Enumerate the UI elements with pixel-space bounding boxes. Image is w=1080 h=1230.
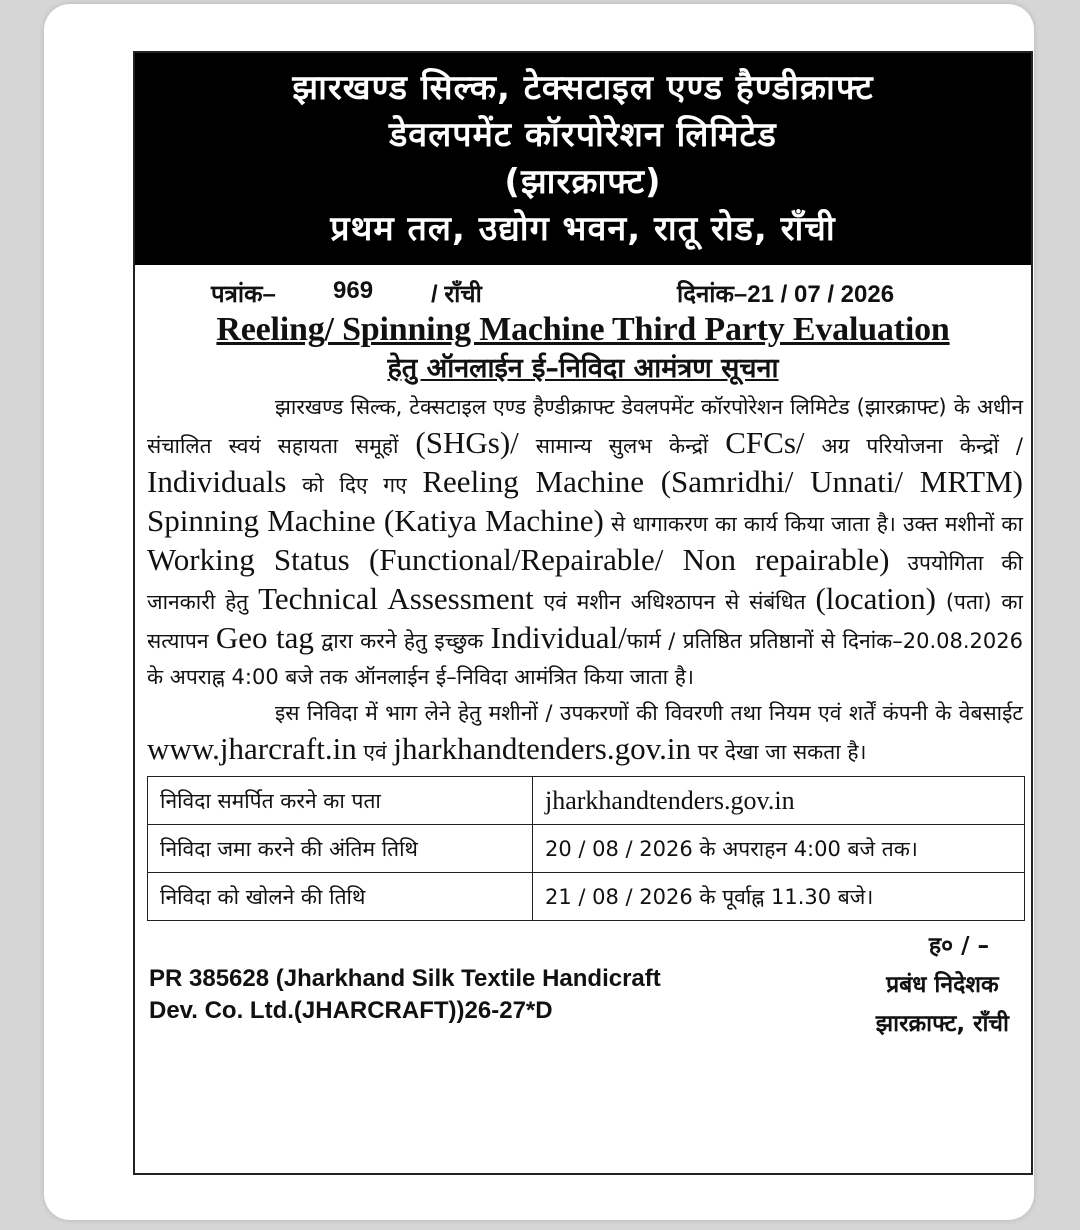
patrank-place: / राँची [431,281,482,308]
table-row [148,873,1025,921]
p2-text: पर देखा जा सकता है। [690,740,867,764]
paragraph-1 [147,389,1023,695]
title-english: Reeling/ Spinning Machine Third Party Evaluation [216,311,950,348]
title-hindi: हेतु ऑनलाईन ई–निविदा आमंत्रण सूचना [387,353,779,384]
signature-block [876,927,1009,1044]
p2-text: इस निविदा में भाग लेने हेतु मशीनों / उपकरणों की विवरणी तथा नियम एवं शर्तें कंपनी के वेबसाईट [275,701,1023,725]
signatory-organization: झारक्राफ्ट, राँची [875,1011,1009,1037]
notice-header [135,53,1031,265]
table-cell-value[interactable]: jharkhandtenders.gov.in [533,777,1025,825]
paragraph-2 [147,695,1023,770]
p1-shgs: (SHGs)/ [415,425,519,460]
p1-text: झारखण्ड सिल्क, टेक्सटाइल एण्ड हैण्डीक्राफ्ट डेवलपमेंट कॉरपोरेशन लिमिटेड (झारक्राफ्ट) के अधीन संचालित स्वयं सहायता समूहों [147,395,1023,458]
patrank-label: पत्रांक– [211,281,276,308]
p1-text: से धागाकरण का कार्य किया जाता है। उक्त मशीनों का [603,512,1023,536]
table-cell-label: निविदा समर्पित करने का पता [148,777,533,825]
p1-machines: Reeling Machine (Samridhi/ Unnati/ MRTM) Spinning Machine (Katiya Machine) [147,464,1023,538]
tender-notice [133,51,1033,1175]
header-line-1: झारखण्ड सिल्क, टेक्सटाइल एण्ड हैण्डीक्राफ्ट [292,68,874,108]
jharkhand-tenders-link[interactable]: jharkhandtenders.gov.in [393,731,691,766]
signature-mark: ह० / – [928,933,989,959]
p1-text: अग्र परियोजना केन्द्रों / [804,434,1023,458]
p1-individuals: Individuals [147,464,287,499]
notice-body [135,389,1031,921]
p1-location: (location) [815,581,936,616]
pr-line-1: PR 385628 (Jharkhand Silk Textile Handicraft [149,965,661,992]
notice-footer [135,921,1031,1041]
p1-technical-assessment: Technical Assessment [258,581,534,616]
p1-text: सामान्य सुलभ केन्द्रों [518,434,726,458]
reference-line [135,265,1031,308]
table-cell-value: 21 / 08 / 2026 के पूर्वाह्न 11.30 बजे। [533,873,1025,921]
p1-working-status: Working Status (Functional/Repairable/ Non repairable) [147,542,890,577]
p1-text: को दिए गए [286,473,423,497]
p1-text: उपयोगिता की जानकारी हेतु [147,551,1023,614]
jharcraft-website-link[interactable]: www.jharcraft.in [147,731,357,766]
signatory-title: प्रबंध निदेशक [886,972,999,998]
p1-text: द्वारा करने हेतु इच्छुक [313,629,491,653]
header-line-3: (झारक्राफ्ट) [504,162,662,202]
header-line-2: डेवलपमेंट कॉरपोरेशन लिमिटेड [389,115,777,155]
p1-geo-tag: Geo tag [215,620,314,655]
table-row [148,777,1025,825]
table-cell-value: 20 / 08 / 2026 के अपराहन 4:00 बजे तक। [533,825,1025,873]
table-cell-label: निविदा जमा करने की अंतिम तिथि [148,825,533,873]
p1-text: एवं मशीन अधिश्ठापन से संबंधित [533,590,816,614]
p1-individual: Individual/ [490,620,627,655]
p1-text: (पता) का सत्यापन [147,590,1023,653]
notice-date: दिनांक–21 / 07 / 2026 [677,281,895,308]
tender-info-table [147,776,1025,921]
p1-text: फार्म / प्रतिष्ठित प्रतिष्ठानों से दिनांक–20.08.2026 के अपराह्न 4:00 बजे तक ऑनलाईन ई–निविदा आमंत्रित किया जाता है। [147,629,1024,689]
pr-number [149,963,661,1027]
header-line-4: प्रथम तल, उद्योग भवन, रातू रोड, राँची [330,209,836,249]
table-cell-label: निविदा को खोलने की तिथि [148,873,533,921]
p2-text: एवं [356,740,394,764]
table-row [148,825,1025,873]
p1-cfcs: CFCs/ [725,425,805,460]
pr-line-2: Dev. Co. Ltd.(JHARCRAFT))26-27*D [149,997,553,1024]
patrank-number: 969 [333,277,374,304]
notice-paper [44,4,1034,1220]
